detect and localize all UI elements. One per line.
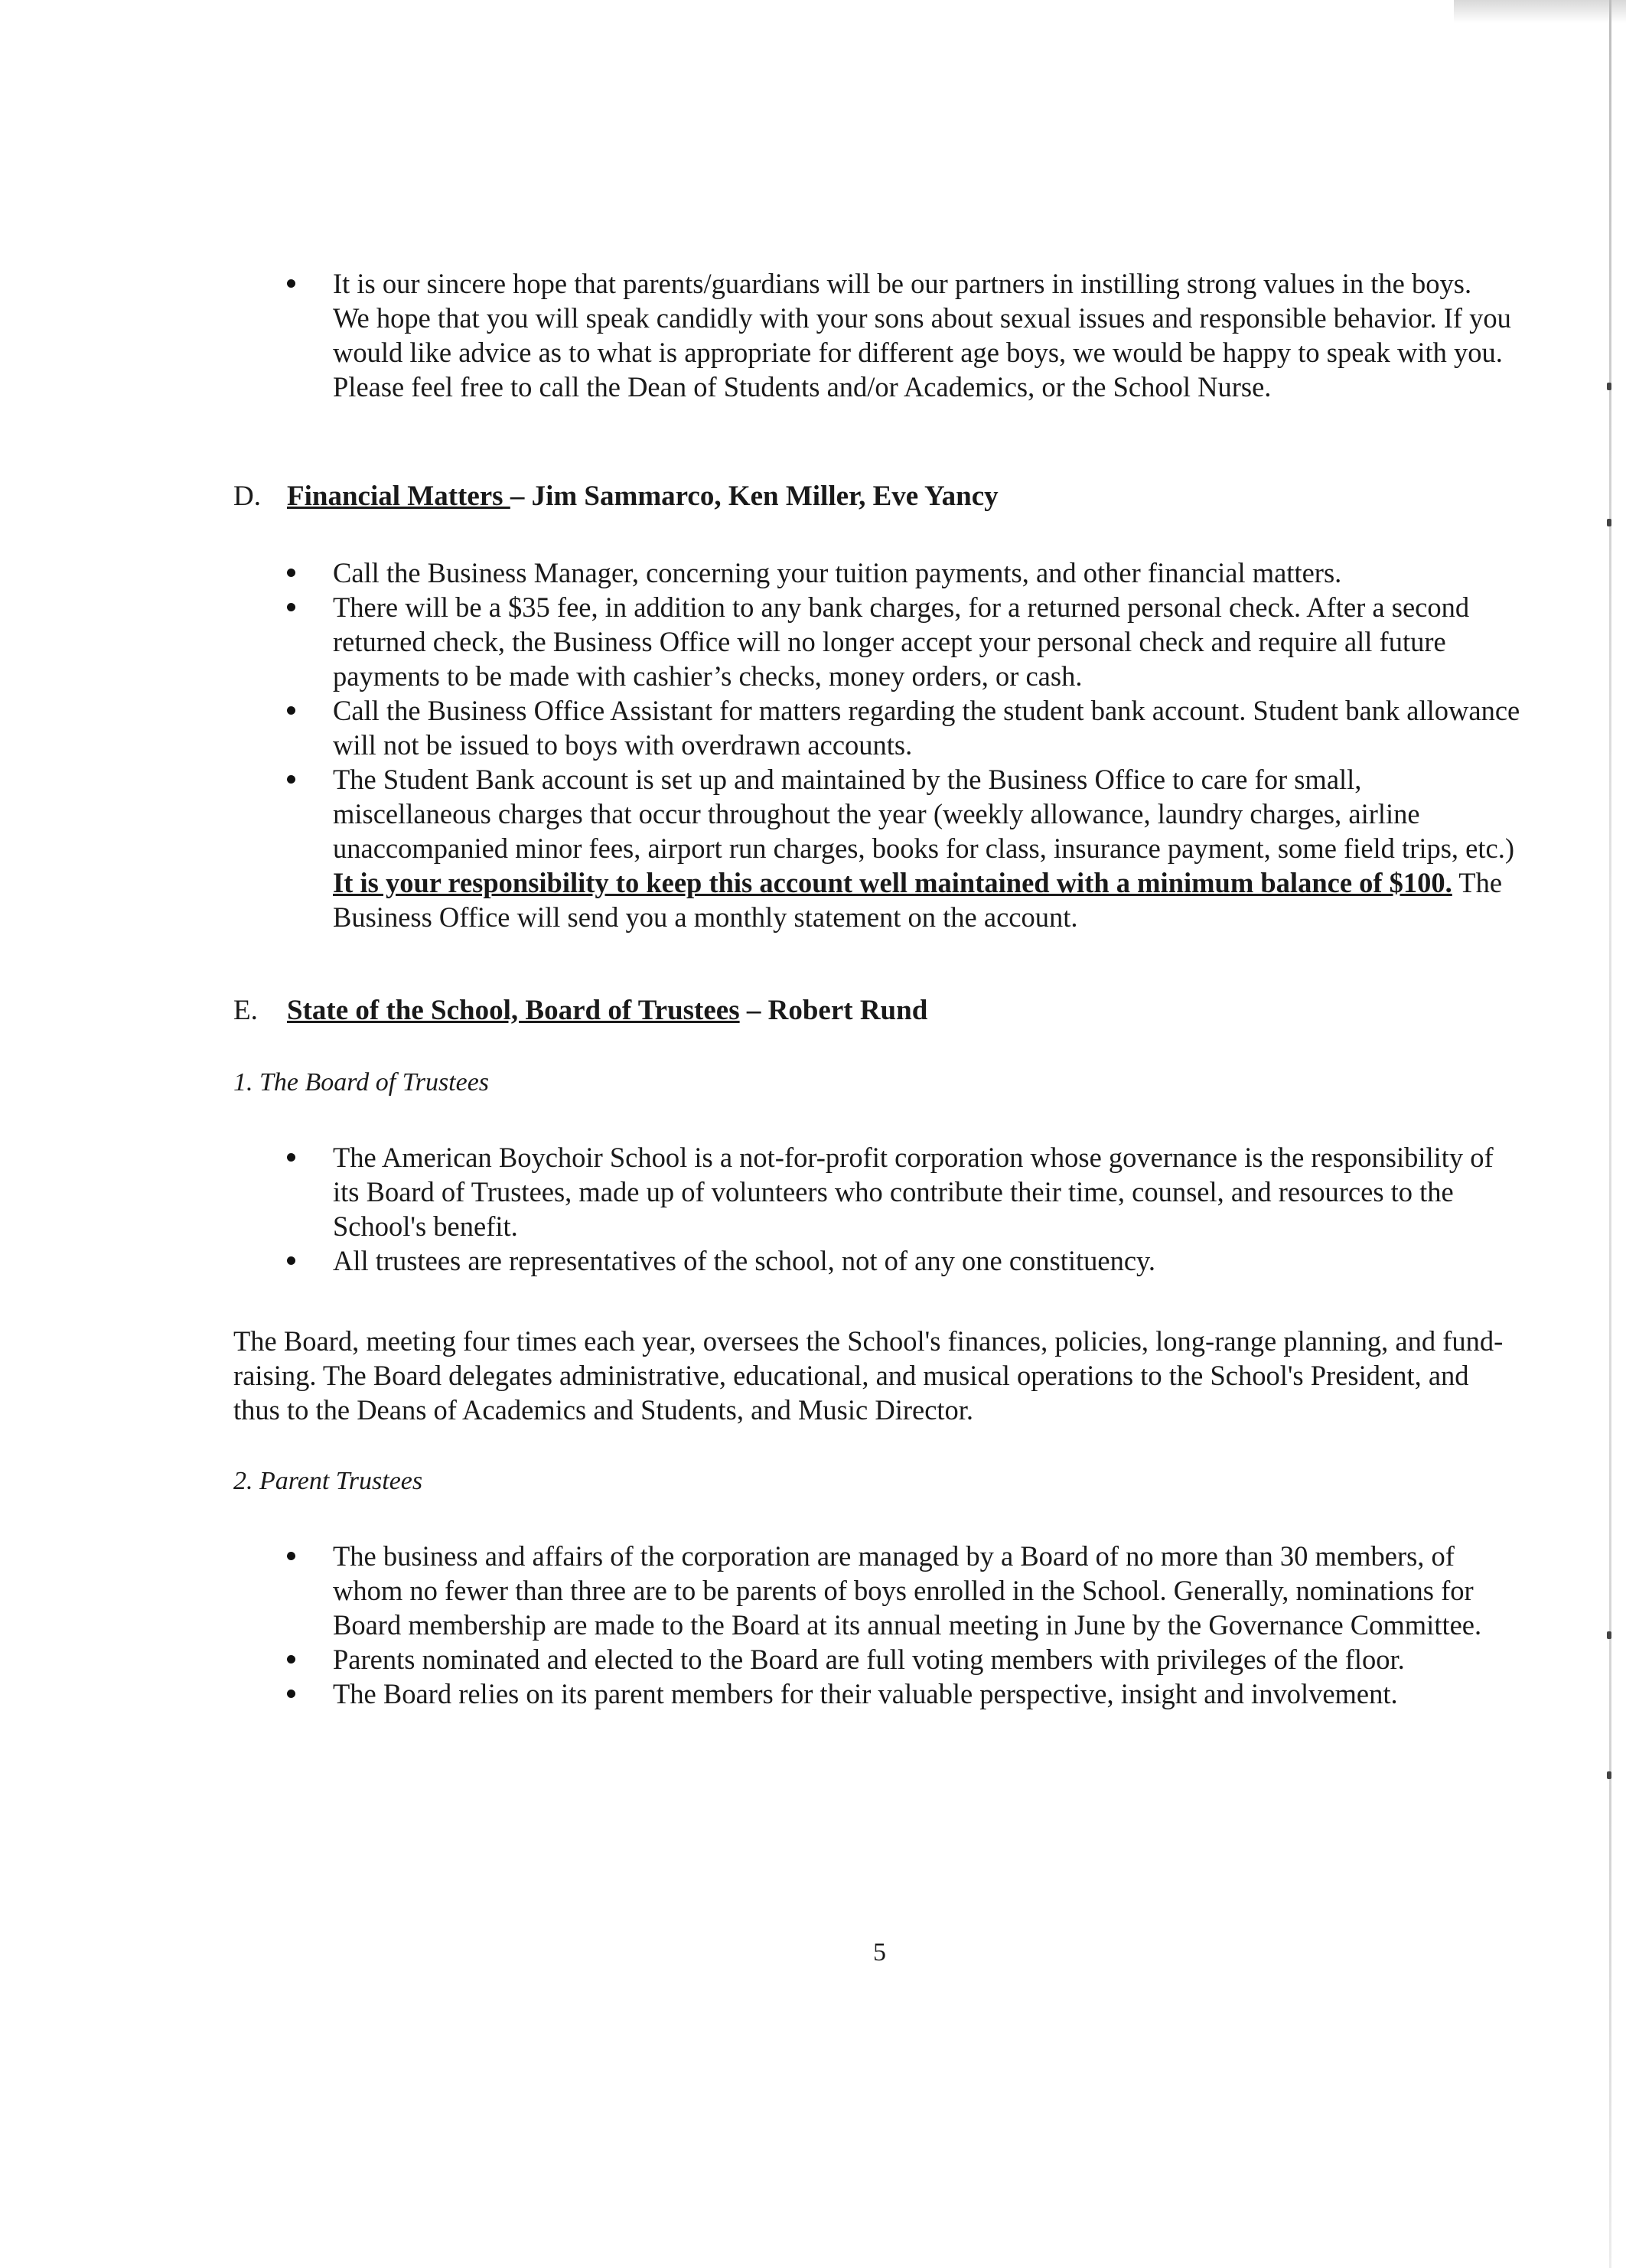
bullet-text: All trustees are representatives of the school, not of any one constituency. — [333, 1245, 1156, 1276]
list-item — [287, 1140, 1511, 1243]
section-dash: – — [510, 481, 532, 512]
bullet-icon — [287, 1552, 295, 1560]
bullet-text: The Student Bank account is set up and maintained by the Business Office to care for small, miscellaneous charges that occur throughout the year (weekly allowance, laundry charges, airline unaccompanied minor fees, airport run charges, books for class, insurance payment, some field trips, etc.) — [333, 764, 1514, 864]
scan-mark — [1607, 383, 1611, 390]
board-bullet-list — [287, 1140, 1511, 1278]
section-letter: E. — [233, 995, 258, 1026]
bullet-icon — [287, 1655, 295, 1664]
list-item — [287, 556, 1527, 590]
scan-mark — [1607, 1771, 1611, 1779]
emphasis-text: It is your responsibility to keep this account well maintained with a minimum balance of $100. — [333, 867, 1452, 898]
bullet-text: It is our sincere hope that parents/guardians will be our partners in instilling strong values in the boys. We hope that you will speak candidly with your sons about sexual issues and responsible behavior. If you would like advice as to what is appropriate for different age boys, we would be happy to speak with you. Please feel free to call the Dean of Students and/or Academics, or the School Nurse. — [333, 268, 1511, 402]
bullet-text: The American Boychoir School is a not-for-profit corporation whose governance is the responsibility of its Board of Trustees, made up of volunteers who contribute their time, counsel, and resources to the School's benefit. — [333, 1142, 1494, 1242]
section-names: Robert Rund — [767, 995, 928, 1026]
bullet-text: Call the Business Office Assistant for matters regarding the student bank account. Student bank allowance will not be issued to boys with overdrawn accounts. — [333, 695, 1520, 761]
bullet-text: The business and affairs of the corporation are managed by a Board of no more than 30 members, of whom no fewer than three are to be parents of boys enrolled in the School. Generally, nominations for Board membership are made to the Board at its annual meeting in June by the Governance Committee. — [333, 1540, 1482, 1641]
section-title: Financial Matters — [287, 481, 510, 512]
bullet-icon — [287, 775, 295, 784]
bullet-icon — [287, 569, 295, 577]
section-names: Jim Sammarco, Ken Miller, Eve Yancy — [531, 481, 999, 512]
bullet-text-tail: The Business Office will send you a monthly statement on the account. — [333, 867, 1503, 933]
list-item — [287, 1243, 1511, 1278]
section-d-heading — [233, 479, 999, 513]
list-item — [287, 693, 1527, 762]
bullet-icon — [287, 603, 295, 611]
list-item — [287, 590, 1527, 693]
section-dash: – — [739, 995, 768, 1026]
section-e-heading — [233, 993, 927, 1028]
list-item — [287, 266, 1511, 404]
bullet-text: There will be a $35 fee, in addition to any bank charges, for a returned personal check. After a second returned check, the Business Office will no longer accept your personal check and require all future payments to be made with cashier’s checks, money orders, or cash. — [333, 591, 1470, 692]
section-title: State of the School, Board of Trustees — [287, 995, 740, 1026]
scan-edge-shadow — [1454, 0, 1626, 23]
bullet-text: Parents nominated and elected to the Board are full voting members with privileges of the floor. — [333, 1644, 1405, 1675]
board-paragraph: The Board, meeting four times each year, oversees the School's finances, policies, long-range planning, and fund-raising. The Board delegates administrative, educational, and musical operations to the School's President, and thus to the Deans of Academics and Students, and Music Director. — [233, 1325, 1504, 1426]
subsection-heading: 2. Parent Trustees — [233, 1467, 423, 1495]
subsection-heading: 1. The Board of Trustees — [233, 1068, 490, 1097]
section-d-bullet-list — [287, 556, 1527, 934]
intro-bullet-list — [287, 266, 1511, 404]
scan-edge-line — [1609, 0, 1611, 2268]
bullet-icon — [287, 279, 295, 288]
bullet-icon — [287, 1256, 295, 1265]
list-item — [287, 1539, 1511, 1642]
parent-trustees-bullet-list — [287, 1539, 1511, 1711]
scan-mark — [1607, 1631, 1611, 1639]
list-item — [287, 1642, 1511, 1677]
section-letter: D. — [233, 481, 261, 512]
bullet-icon — [287, 706, 295, 715]
page-number: 5 — [873, 1938, 886, 1967]
bullet-icon — [287, 1690, 295, 1698]
bullet-text: Call the Business Manager, concerning your tuition payments, and other financial matters. — [333, 557, 1342, 588]
bullet-icon — [287, 1153, 295, 1162]
list-item — [287, 1677, 1511, 1711]
bullet-text: The Board relies on its parent members for their valuable perspective, insight and involvement. — [333, 1678, 1398, 1709]
list-item — [287, 762, 1527, 934]
scan-mark — [1607, 519, 1611, 526]
